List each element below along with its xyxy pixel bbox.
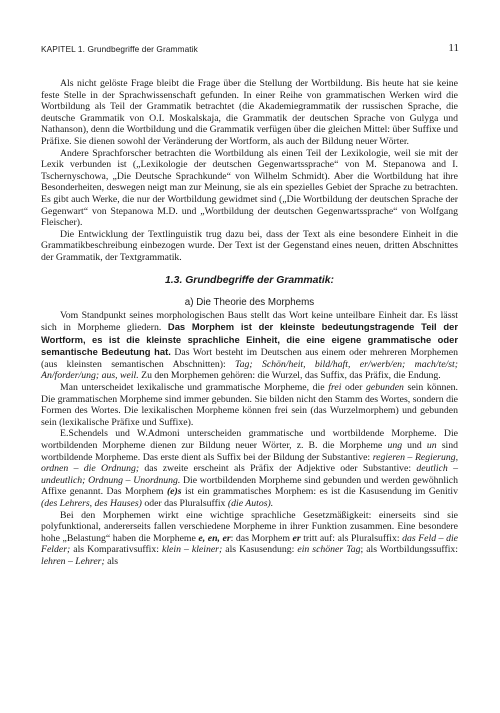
paragraph-wortbildung-grammatik [41, 78, 458, 148]
bold-italic-text: er [292, 532, 301, 544]
text-run: : das Morphem [230, 532, 293, 544]
text-run: ist ein grammatisches Morphem: es ist die Kasusendung im Genitiv [181, 486, 458, 498]
italic-text: das Feld – die Felder; [41, 532, 459, 556]
italic-text: (des Lehrers, des Hauses) [41, 498, 142, 509]
bold-text: Das Morphem ist der kleinste bedeutungstragende Teil der Wortform, es ist die kleinste sprachliche Einheit, die eine eigene grammatische oder semantische Bedeutung hat. [41, 321, 458, 358]
text-run: Vom Standpunkt seines morphologischen Baus stellt das Wort keine unteilbare Einheit dar. Es lässt sich in Morpheme gliedern. [41, 309, 458, 334]
text-run: oder das Pluralsuffix [141, 498, 228, 509]
text-run: Als nicht gelöste Frage bleibt die Frage über die Stellung der Wortbildung. Bis heute hat sie keine feste Stelle in der Sprachwissenschaft gefunden. In einer Reihe von grammatischen Werken wird die Wortbildung als Teil der Grammatik betrachtet (die Akademiegrammatik der russischen Sprache, die deutsche Grammatik von O.I. Moskalskaja, die Grammatik der deutschen Sprache von Gulyga und Nathanson), denn die Wortbildung und die Grammatik verfügen über die gleichen Mittel: über Suffixe und Präfixe. Sie dienen sowohl der Veränderung der Wortform, als auch der Bildung neuer Wörter. [41, 78, 458, 147]
page-header [41, 42, 459, 58]
italic-text: deutlich – undeutlich; Ordnung – Unordnung. [41, 463, 458, 486]
text-run: oder [341, 382, 366, 394]
italic-text: Tag; Schön/heit, bild/haft, er/werb/en; mach/te/st; An/forder/ung; aus, weil. [41, 358, 458, 382]
italic-text: gebunden [366, 382, 404, 394]
text-run: sind wortbildende Morpheme. Das erste dient als Suffix bei der Bildung der Substantive: [41, 440, 458, 463]
italic-text: ein schöner Tag [297, 544, 361, 556]
paragraph-wortbildung-lexikologie [41, 148, 458, 229]
text-run: und [402, 440, 427, 452]
text-run: ; als Wortbildungssuffix: [360, 544, 459, 556]
italic-text: un [426, 440, 437, 452]
bold-italic-text: (e)s [166, 486, 182, 498]
paragraph-freie-gebundene-morpheme [41, 382, 458, 428]
paragraph-polyfunktionalitaet [41, 510, 458, 568]
paragraph-wortbildende-morpheme [41, 428, 458, 509]
text-run: sein können. Die grammatischen Morpheme sind immer gebunden. Sie bilden nicht den Stamm des Wortes, sondern die Formen des Wortes. Die lexikalischen Morpheme können frei sein (das Wurzelmorphem) und gebunden sein (lexikalische Präfixe und Suffixe). [41, 382, 458, 428]
italic-text: (die Autos). [227, 498, 274, 509]
text-run: tritt auf: als Pluralsuffix: [300, 532, 403, 544]
text-run: als Komparativsuffix: [70, 544, 163, 556]
chapter-title: KAPITEL 1. Grundbegriffe der Grammatik [41, 44, 198, 54]
text-run: als Kasusendung: [222, 544, 298, 556]
text-run: E.Schendels und W.Admoni unterscheiden grammatische und wortbildende Morpheme. Die wortbildenden Morpheme dienen zur Bildung neuer Wörter, z. B. die Morpheme [41, 428, 458, 452]
paragraph-morphem-definition [41, 310, 458, 383]
italic-text: klein – kleiner; [162, 544, 223, 556]
italic-text: ung [387, 440, 403, 452]
text-run: als [104, 555, 119, 567]
text-run: Die wortbildenden Morpheme sind gebunden und werden gewöhnlich Affixe genannt. Das Morphem [41, 474, 458, 498]
text-run: Das Wort besteht im Deutschen aus einem oder mehreren Morphemen (aus kleinsten semantischen Abschnitten): [41, 347, 458, 370]
page-body [41, 78, 458, 568]
bold-italic-text: e, en, er [198, 532, 231, 544]
subsection-heading: a) Die Theorie des Morphems [184, 296, 315, 308]
text-run: Zu den Morphemen gehören: die Wurzel, das Suffix, das Präfix, die Endung. [138, 370, 441, 382]
text-run: Andere Sprachforscher betrachten die Wortbildung als einen Teil der Lexikologie, weil sie mit der Lexik verbunden ist („Lexikologie der deutschen Gegenwartssprache“ von M. Stepanowa and I. Tschernyschowa, „Die Deutsche Sprachkunde“ von Wilhelm Schmidt). Aber die Wortbildung hat ihre Besonderheiten, deswegen neigt man zur Meinung, sie als ein spezielles Gebiet der Sprache zu betrachten. Es gibt auch Werke, die nur der Wortbildung gewidmet sind („Die Wortbildung der deutschen Sprache der Gegenwart“ von Stepanowa M.D. und „Wortbildung der deutschen Gegenwartssprache“ von Wolfgang Fleischer). [41, 147, 458, 229]
page-number: 11 [448, 42, 459, 54]
text-run: Man unterscheidet lexikalische und grammatische Morpheme, die [60, 382, 329, 394]
text-run: Bei den Morphemen wirkt eine wichtige sprachliche Gesetzmäßigkeit: einerseits sind sie polyfunktional, andererseits fallen verschiedene Morpheme in ihrer Funktion zusammen. Eine besondere hohe „Belastung“ haben die Morpheme [41, 509, 458, 544]
text-run: das zweite erscheint als Präfix der Adjektive oder Substantive: [139, 463, 417, 475]
section-heading: 1.3. Grundbegriffe der Grammatik: [165, 274, 334, 286]
paragraph-textgrammatik [41, 229, 458, 264]
text-run: Die Entwicklung der Textlinguistik trug dazu bei, dass der Text als eine besondere Einheit in die Grammatikbeschreibung einbezogen wurde. Der Text ist der Gegenstand eines neuen, dritten Abschnittes der Grammatik, der Textgrammatik. [41, 228, 458, 263]
italic-text: frei [328, 382, 342, 394]
italic-text: regieren – Regierung, ordnen – die Ordnung; [41, 451, 459, 475]
italic-text: lehren – Lehrer; [41, 555, 105, 567]
